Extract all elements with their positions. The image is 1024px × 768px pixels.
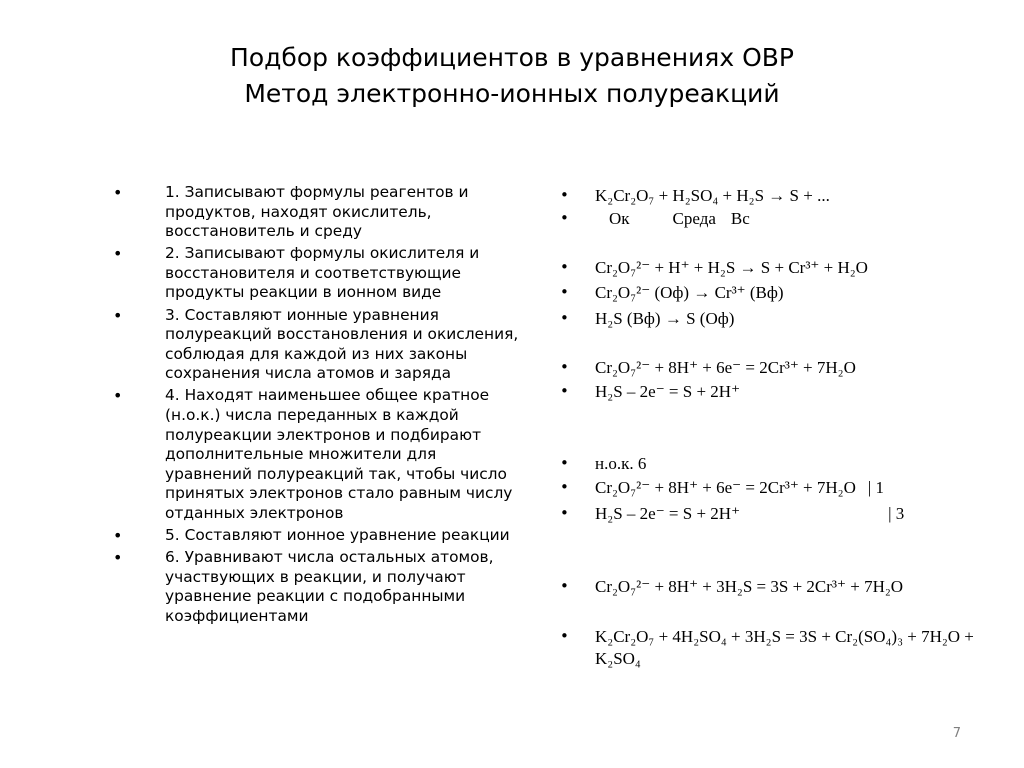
equation-oxidation-half-mult: H₂S – 2e⁻ = S + 2H⁺ (595, 504, 741, 523)
equation-oxidation-half: H₂S – 2e⁻ = S + 2H⁺ (595, 382, 741, 401)
equation-ionic-scheme: Cr₂O₇²⁻ + H⁺ + H₂S → S + Cr³⁺ + H₂O (595, 258, 868, 277)
slide-title (0, 40, 1024, 112)
step-item (113, 548, 523, 626)
step-item (113, 526, 523, 546)
equation-line (560, 308, 734, 330)
bullet-icon: • (560, 478, 569, 496)
step-text: 3. Составляют ионные уравнения полуреакций восстановления и окисления, соблюдая для каждой из них законы сохранения числа атомов и заряда (165, 305, 519, 383)
bullet-icon: • (560, 258, 569, 276)
bullet-icon: • (560, 209, 569, 227)
equation-molecular-balanced: K₂Cr₂O₇ + 4H₂SO₄ + 3H₂S = 3S + Cr₂(SO₄)₃ + 7H₂O + K₂SO₄ (595, 627, 974, 668)
step-text: 6. Уравнивают числа остальных атомов, участвующих в реакции, и получают уравнение реакции с подобранными коэффициентами (165, 548, 494, 625)
bullet-icon: • (560, 358, 569, 376)
multiplier-3: | 3 (888, 504, 905, 523)
bullet-icon: • (560, 309, 569, 327)
role-oxidizer: Ок (609, 209, 630, 228)
step-item (113, 306, 523, 384)
equation-line (560, 503, 904, 525)
step-item (113, 244, 523, 303)
steps-list (113, 183, 523, 629)
step-text: 2. Записывают формулы окислителя и восстановителя и соответствующие продукты реакции в ионном виде (165, 244, 480, 302)
bullet-icon: • (113, 526, 123, 546)
equation-ionic-balanced: Cr₂O₇²⁻ + 8H⁺ + 3H₂S = 3S + 2Cr³⁺ + 7H₂O (595, 577, 904, 596)
step-text: 1. Записывают формулы реагентов и продуктов, находят окислитель, восстановитель и среду (165, 183, 469, 241)
bullet-icon: • (560, 504, 569, 522)
title-line-2: Метод электронно-ионных полуреакций (244, 79, 780, 108)
bullet-icon: • (113, 305, 123, 325)
role-medium: Среда (672, 209, 716, 228)
bullet-icon: • (113, 244, 123, 264)
equation-oxidizer-pair: Cr₂O₇²⁻ (Оф) → Cr³⁺ (Вф) (595, 283, 784, 302)
bullet-icon: • (113, 386, 123, 406)
bullet-icon: • (113, 548, 123, 568)
equation-line (560, 626, 1000, 670)
bullet-icon: • (113, 183, 123, 202)
step-item (113, 183, 523, 242)
equation-reduction-half: Cr₂O₇²⁻ + 8H⁺ + 6e⁻ = 2Cr³⁺ + 7H₂O (595, 358, 856, 377)
bullet-icon: • (560, 454, 569, 472)
equation-line (560, 357, 856, 379)
bullet-icon: • (560, 577, 569, 595)
equation-line (560, 381, 740, 403)
title-line-1: Подбор коэффициентов в уравнениях ОВР (230, 43, 794, 72)
page-number: 7 (952, 726, 961, 741)
bullet-icon: • (560, 382, 569, 400)
equation-line (560, 576, 903, 598)
step-text: 4. Находят наименьшее общее кратное (н.о.к.) числа переданных в каждой полуреакции электронов и подбирают дополнительные множители для уравнений полуреакций так, чтобы число принятых электронов стало равным числу отданных электронов (165, 386, 513, 522)
equation-line (560, 453, 646, 475)
bullet-icon: • (560, 186, 569, 204)
bullet-icon: • (560, 627, 569, 645)
multiplier-1: | 1 (867, 478, 885, 497)
equation-reducer-pair: H₂S (Вф) → S (Оф) (595, 309, 735, 328)
bullet-icon: • (560, 283, 569, 301)
step-text: 5. Составляют ионное уравнение реакции (165, 526, 510, 545)
lcm-label: н.о.к. 6 (595, 454, 647, 473)
equation-reduction-half-mult: Cr₂O₇²⁻ + 8H⁺ + 6e⁻ = 2Cr³⁺ + 7H₂O (595, 478, 856, 497)
equation-overall-unbalanced: K₂Cr₂O₇ + H₂SO₄ + H₂S → S + ... (595, 186, 830, 205)
equation-line (560, 185, 830, 207)
step-item (113, 386, 523, 523)
role-reducer: Вс (730, 209, 750, 228)
equation-line (560, 257, 868, 279)
equation-line (560, 208, 750, 230)
equation-line (560, 477, 884, 499)
equation-line (560, 282, 784, 304)
